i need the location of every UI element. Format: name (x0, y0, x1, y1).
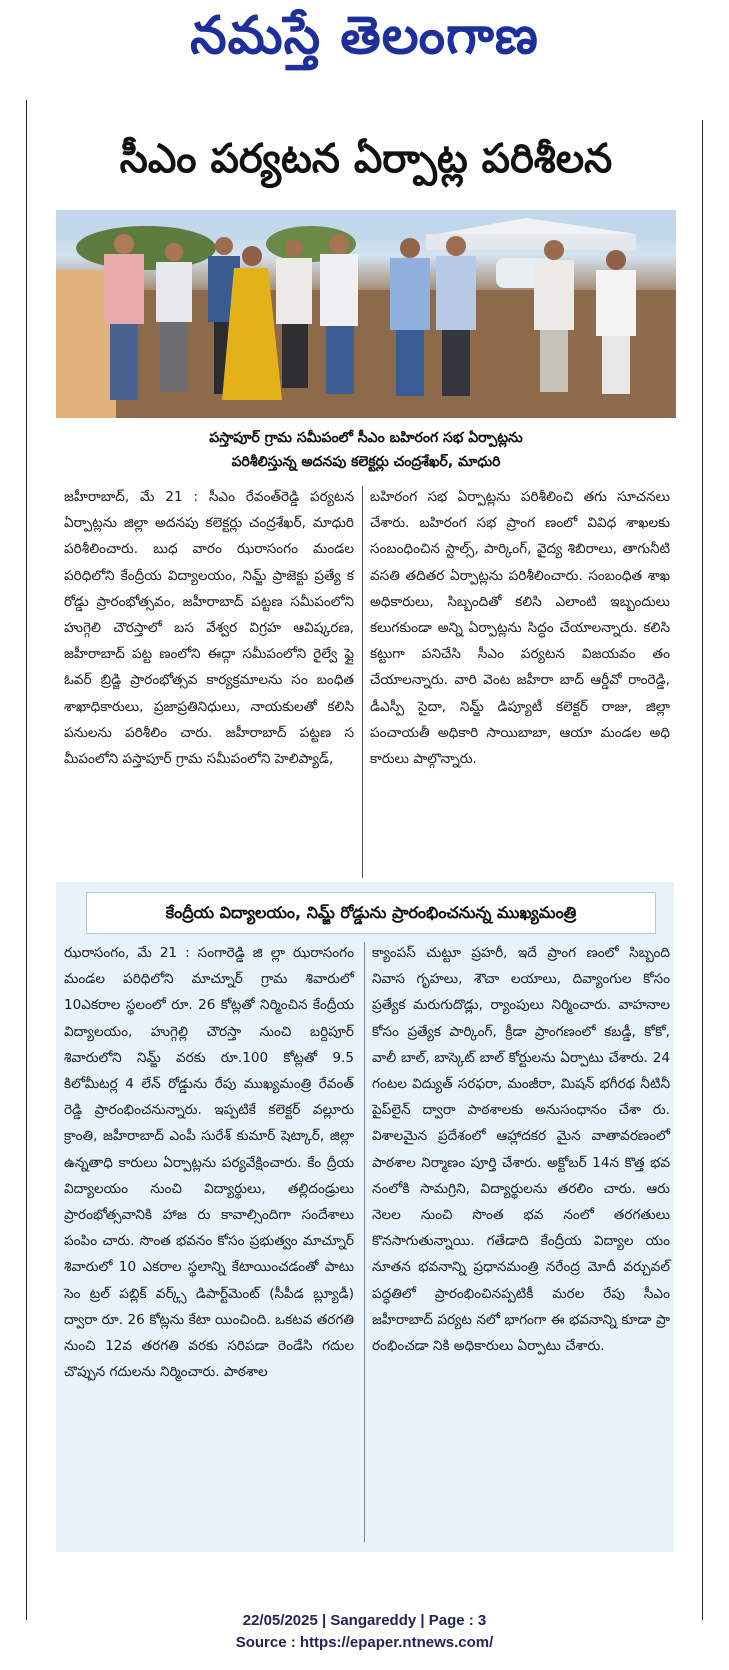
article-column-divider (362, 486, 363, 878)
masthead-title: నమస్తే తెలంగాణ (190, 6, 539, 66)
secondary-article-headline: కేంద్రీయ విద్యాలయం, నిమ్జ్ రోడ్డును ప్రారంభించనున్న ముఖ్యమంత్రి (86, 892, 656, 934)
right-column-rule (702, 120, 703, 1620)
article-2-column-1: ఝరాసంగం, మే 21 : సంగారెడ్డి జి ల్లా ఝరాసంగం మండల పరిధిలోని మాచ్నూర్ గ్రామ శివారులో 10ఎకరాల స్థలంలో రూ. 26 కోట్లతో నిర్మించిన కేంద్రీయ విద్యాలయం, హుగ్గెల్లి చౌరస్తా నుంచి బర్దిపూర్ శివారులోని నిమ్జ్ వరకు రూ.100 కోట్లతో 9.5 కిలోమీటర్ల 4 లేన్ రోడ్డును రేపు ముఖ్యమంత్రి రేవంత్ రెడ్డి ప్రారంభించనున్నారు. ఇప్పటికే కలెక్టర్ వల్లూరు క్రాంతి, జహీరాబాద్ ఎంపీ సురేశ్ కుమార్ షెట్కార్, జిల్లా ఉన్నతాధి కారులు ఏర్పాట్లను పర్యవేక్షించారు. కేం ద్రీయ విద్యాలయం నుంచి విద్యార్థులు, తల్లిదండ్రులు ప్రారంభోత్సవానికి హాజ రు కావాల్సిందిగా సందేశాలు పంపిం చారు. సొంత భవనం కోసం ప్రభుత్వం మాచ్నూర్ శివారులో 10 ఎకరాల స్థలాన్ని కేటాయించడంతో పాటు సెం ట్రల్ పబ్లిక్ వర్క్స్ డిపార్ట్‌మెంట్ (సీపీడ బ్ల్యూడీ) ద్వారా రూ. 26 కోట్లను కేటా యించింది. ఒకటవ తరగతి నుంచి 12వ తరగతి వరకు సరిపడా రెండేసి గదుల చొప్పున గదులను నిర్మించారు. పాఠశాల (64, 945, 354, 1381)
photo-caption-line-1: పస్తాపూర్ గ్రామ సమీపంలో సీఎం బహిరంగ సభ ఏర్పాట్లను (209, 430, 523, 446)
footer-edition-line: 22/05/2025 | Sangareddy | Page : 3 (242, 1612, 487, 1629)
photo-illustration (56, 210, 676, 418)
article-1-column-1: జహీరాబాద్, మే 21 : సీఎం రేవంత్‌రెడ్డి పర్యటన ఏర్పాట్లను జిల్లా అదనపు కలెక్టర్లు చంద్రశేఖర్, మాధురి పరిశీలించారు. బుధ వారం ఝరాసంగం మండల పరిధిలోని కేంద్రీయ విద్యాలయం, నిమ్జ్ ప్రాజెక్టు ప్రత్యే క రోడ్డు ప్రారంభోత్సవం, జహీరాబాద్ పట్టణ సమీపంలోని హుగ్గెలి చౌరస్తాలో బస వేశ్వర విగ్రహ ఆవిష్కరణ, జహీరాబాద్ పట్ట ణంలోని ఈద్గా సమీపంలోని రైల్వే ఫ్లై ఓవర్ బ్రిడ్జి ప్రారంభోత్సవ కార్యక్రమాలను సం బంధిత శాఖాధికారులు, ప్రజాప్రతినిధులు, నాయకులతో కలిసి పనులను పరిశీలిం చారు. జహీరాబాద్ పట్టణ స మీపంలోని పస్తాపూర్ గ్రామ సమీపంలోని హెలిప్యాడ్, (64, 489, 354, 768)
masthead (0, 0, 729, 92)
left-column-rule (26, 100, 27, 1620)
news-photo (56, 210, 676, 418)
article-headline: సీఎం పర్యటన ఏర్పాట్ల పరిశీలన (119, 136, 613, 182)
cropped-next-headline (60, 1574, 670, 1592)
box-column-divider (364, 942, 365, 1542)
article-2-column-2: క్యాంపస్ చుట్టూ ప్రహరీ, ఇదే ప్రాంగ ణంలో సిబ్బంది నివాస గృహలు, శౌచా లయాలు, దివ్యాంగుల కోసం ప్రత్యేక మరుగుదొడ్లు, ర్యాంపులు నిర్మించారు. వాహనాల కోసం ప్రత్యేక పార్కింగ్, క్రీడా ప్రాంగణంలో కబడ్డీ, కోకో, వాలీ బాల్, బాస్కెట్ బాల్ కోర్టులను ఏర్పాటు చేశారు. 24 గంటల విద్యుత్ సరఫరా, మంజీరా, మిషన్ భగీరథ నీటినీ పైప్‌లైన్ ద్వారా పాఠశాలకు అనుసంధానం చేశా రు. విశాలమైన ప్రదేశంలో ఆహ్లాదకర మైన వాతావరణంలో పాఠశాల నిర్మాణం పూర్తి చేశారు. అక్టోబర్ 14న కొత్త భవ నంలోకి సామగ్రిని, విద్యార్థులను తరలిం చారు. ఆరు నెలల నుంచి సొంత భవ నంలో తరగతులు కొనసాగుతున్నాయి. గతేడాది కేంద్రీయ విద్యాల యం నూతన భవనాన్ని ప్రధానమంత్రి నరేంద్ర మోదీ వర్చువల్ పద్ధతిలో ప్రారంభించినప్పటికీ మరల రేపు సీఎం జహీరాబాద్ పర్యట నలో భాగంగా ఈ భవనాన్ని కూడా ప్రా రంభించడా నికి అధికారులు ఏర్పాటు చేశారు. (372, 945, 670, 1355)
footer-source-line: Source : https://epaper.ntnews.com/ (235, 1634, 494, 1651)
photo-caption-line-2: పరిశీలిస్తున్న అదనపు కలెక్టర్లు చంద్రశేఖర్, మాధురి (231, 454, 501, 470)
photo-caption (56, 426, 676, 474)
article-1-column-2: బహిరంగ సభ ఏర్పాట్లను పరిశీలించి తగు సూచనలు చేశారు. బహిరంగ సభ ప్రాంగ ణంలో వివిధ శాఖలకు సంబంధించిన స్టాల్స్, పార్కింగ్, వైద్య శిబిరాలు, తాగునీటి వసతి తదితర ఏర్పాట్లను పరిశీలించారు. సంబంధిత శాఖ అధికారులు, సిబ్బందితో కలిసి ఎలాంటి ఇబ్బందులు కలుగకుండా అన్ని ఏర్పాట్లను సిద్ధం చేయాలన్నారు. కలిసి కట్టుగా పనిచేసి సీఎం పర్యటన విజయవం తం చేయాలన్నారు. వారి వెంట జహీరా బాద్ ఆర్డీవో రాంరెడ్డి, డీఎస్పీ సైదా, నిమ్జ్ డిప్యూటీ కలెక్టర్ రాజు, జిల్లా పంచాయతీ అధికారి సాయిబాబా, ఆయా మండల అధి కారులు పాల్గొన్నారు. (370, 489, 670, 768)
